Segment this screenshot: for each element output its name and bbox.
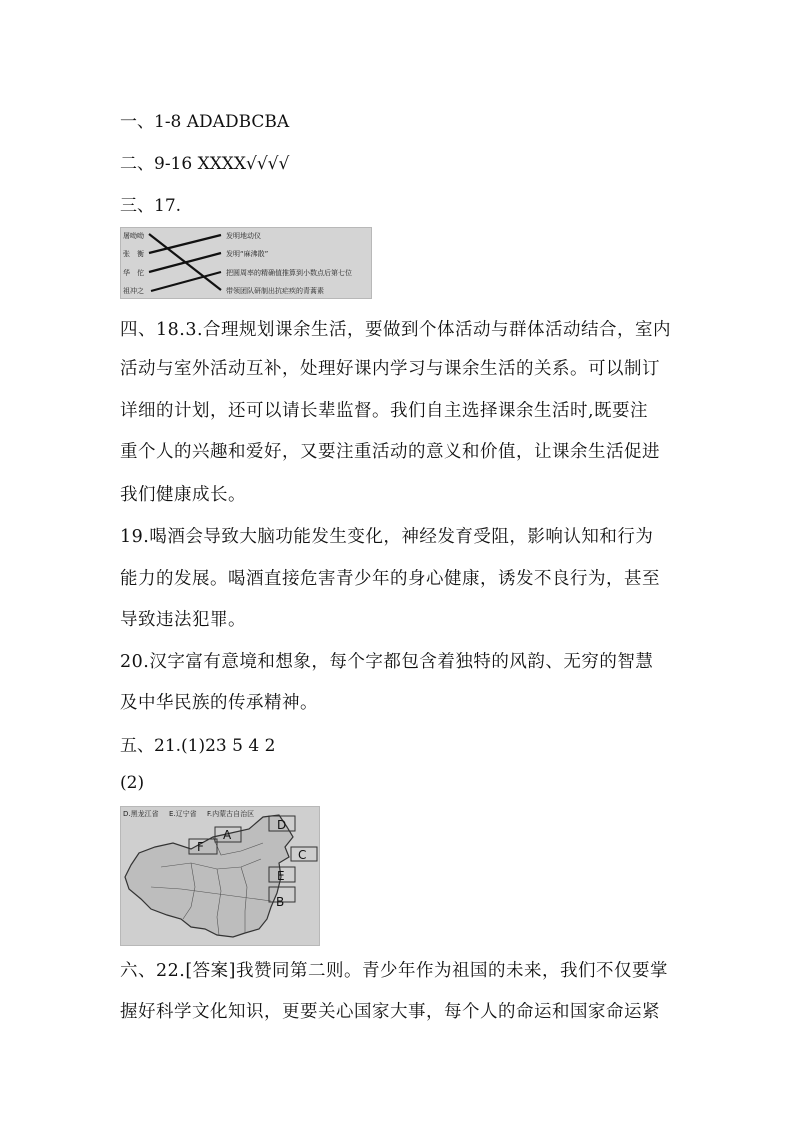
matching-right-items — [226, 231, 352, 295]
map-label-b: B — [276, 895, 285, 909]
answer-21-part-2: (2) — [120, 773, 145, 793]
answer-20-line-2: 及中华民族的传承精神。 — [120, 693, 318, 713]
item-2: 发明“麻沸散” — [226, 250, 269, 258]
answer-section-1: 一、1-8 ADADBCBA — [120, 112, 290, 132]
answer-21-part-1: 五、21.(1)23 5 4 2 — [120, 736, 276, 756]
legend-f: F.内蒙古自治区 — [207, 810, 255, 818]
answer-20-line-1: 20.汉字富有意境和想象，每个字都包含着独特的风韵、无穷的智慧 — [120, 652, 654, 672]
map-label-f: F — [197, 840, 204, 854]
legend-e: E.辽宁省 — [169, 810, 197, 818]
name-2: 张 衡 — [123, 250, 144, 258]
match-line-3 — [149, 253, 221, 272]
map-header-legend — [123, 809, 254, 818]
answer-18-line-5: 我们健康成长。 — [120, 485, 246, 505]
answer-18-line-2: 活动与室外活动互补，处理好课内学习与课余生活的关系。可以制订 — [120, 359, 660, 379]
answer-18-line-4: 重个人的兴趣和爱好，又要注重活动的意义和价值，让课余生活促进 — [120, 442, 660, 462]
answer-22-line-2: 握好科学文化知识，更要关心国家大事，每个人的命运和国家命运紧 — [120, 1002, 660, 1022]
map-label-e: E — [277, 869, 285, 883]
answer-19-line-1: 19.喝酒会导致大脑功能发生变化，神经发育受阻，影响认知和行为 — [120, 527, 654, 547]
matching-left-names — [123, 231, 144, 295]
answer-19-line-3: 导致违法犯罪。 — [120, 610, 246, 630]
name-1: 屠呦呦 — [123, 232, 144, 240]
map-label-a: A — [223, 828, 232, 842]
answer-section-3: 三、17. — [120, 196, 182, 216]
map-label-d: D — [277, 818, 287, 832]
answer-18-line-1: 四、18.3.合理规划课余生活，要做到个体活动与群体活动结合，室内 — [120, 320, 672, 340]
china-map-figure — [120, 806, 320, 946]
answer-18-line-3: 详细的计划，还可以请长辈监督。我们自主选择课余生活时,既要注 — [120, 401, 649, 421]
item-4: 带领团队研制出抗疟疾的青蒿素 — [226, 287, 324, 295]
map-label-c: C — [298, 848, 307, 862]
answer-22-line-1: 六、22.[答案]我赞同第二则。青少年作为祖国的未来，我们不仅要掌 — [120, 961, 668, 981]
item-1: 发明地动仪 — [226, 232, 261, 240]
answer-19-line-2: 能力的发展。喝酒直接危害青少年的身心健康，诱发不良行为，甚至 — [120, 569, 660, 589]
answer-section-2: 二、9-16 XXXX√√√√ — [120, 154, 290, 174]
legend-d: D.黑龙江省 — [123, 810, 159, 818]
matching-figure — [120, 227, 372, 299]
china-map-outline — [125, 815, 293, 937]
item-3: 把圆周率的精确值推算到小数点后第七位 — [226, 269, 352, 277]
name-3: 华 佗 — [123, 269, 144, 277]
match-line-2 — [149, 235, 221, 253]
matching-lines — [149, 234, 221, 291]
name-4: 祖冲之 — [123, 287, 144, 295]
